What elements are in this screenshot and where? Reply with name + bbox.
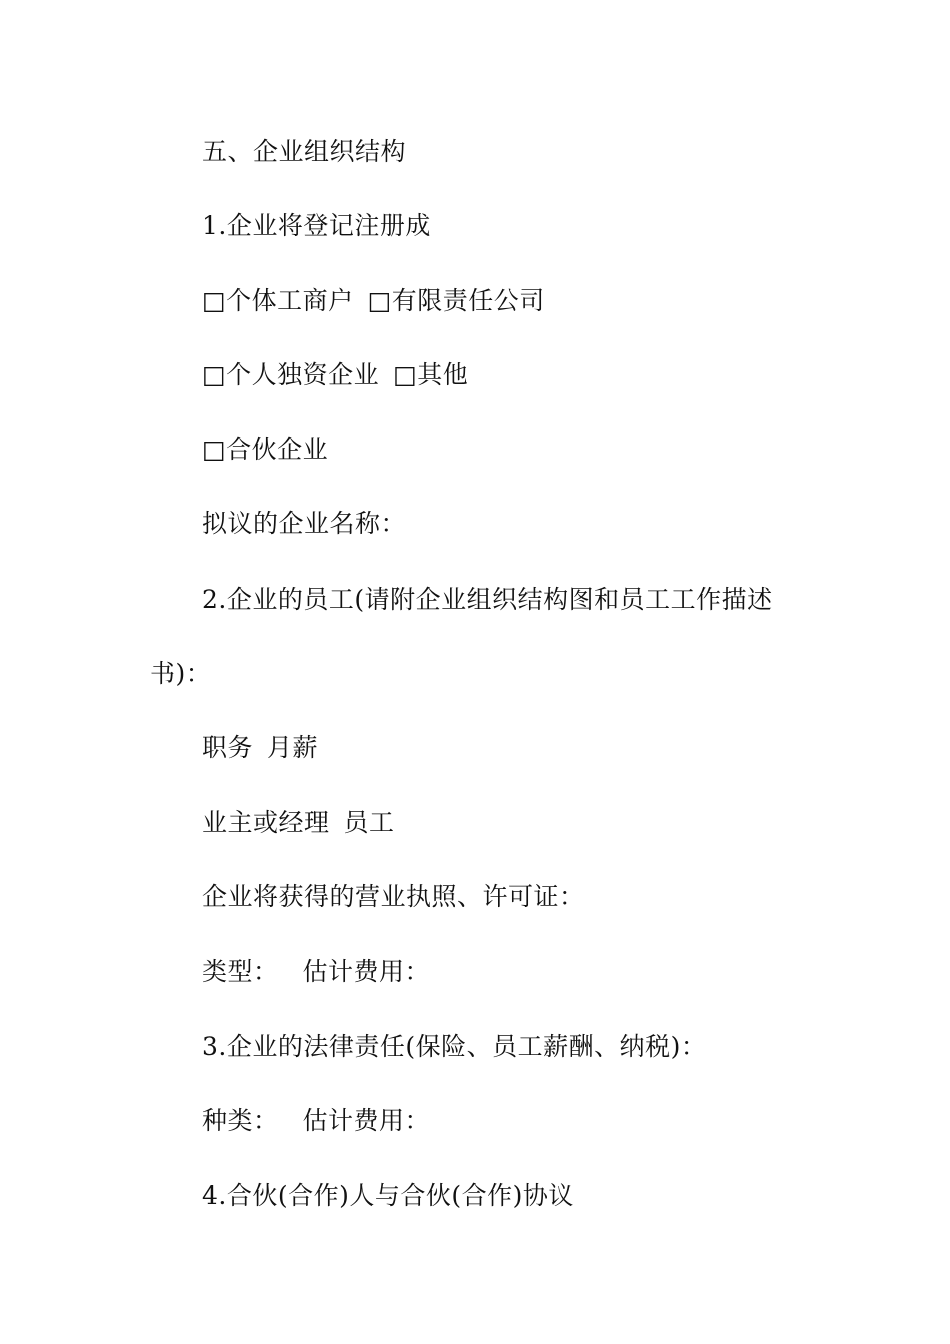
registration-options-row-1 <box>202 285 545 317</box>
staff-row <box>202 807 395 839</box>
item-3-legal-liability: 3.企业的法律责任(保险、员工薪酬、纳税)： <box>202 1032 707 1061</box>
option-individual-business[interactable]: □个体工商户 <box>202 286 354 315</box>
liability-cost-label: 估计费用： <box>302 1106 431 1135</box>
license-fields <box>202 956 430 988</box>
item-2-employees-continued: 书)： <box>150 659 212 688</box>
proposed-name-label: 拟议的企业名称： <box>202 509 407 538</box>
registration-options-row-2 <box>202 359 468 391</box>
liability-kind-label: 种类： <box>202 1106 279 1135</box>
staff-header-salary: 月薪 <box>267 733 319 762</box>
option-sole-proprietorship[interactable]: □个人独资企业 <box>202 360 380 389</box>
liability-fields <box>202 1105 430 1137</box>
license-cost-label: 估计费用： <box>302 957 431 986</box>
license-text: 企业将获得的营业执照、许可证： <box>202 882 585 911</box>
option-partnership[interactable]: □合伙企业 <box>202 435 329 464</box>
item-2-employees: 2.企业的员工(请附企业组织结构图和员工工作描述 <box>202 585 773 614</box>
staff-employee: 员工 <box>343 808 395 837</box>
option-other[interactable]: □其他 <box>393 360 469 389</box>
registration-options-row-3 <box>202 434 328 466</box>
item-4-partnership-agreement: 4.合伙(合作)人与合伙(合作)协议 <box>202 1181 574 1210</box>
option-limited-liability-company[interactable]: □有限责任公司 <box>367 286 545 315</box>
staff-owner-manager: 业主或经理 <box>202 808 330 837</box>
staff-header-position: 职务 <box>202 733 254 762</box>
license-type-label: 类型： <box>202 957 279 986</box>
item-1-registration: 1.企业将登记注册成 <box>202 211 431 240</box>
staff-header <box>202 732 318 764</box>
section-title: 五、企业组织结构 <box>202 137 407 166</box>
